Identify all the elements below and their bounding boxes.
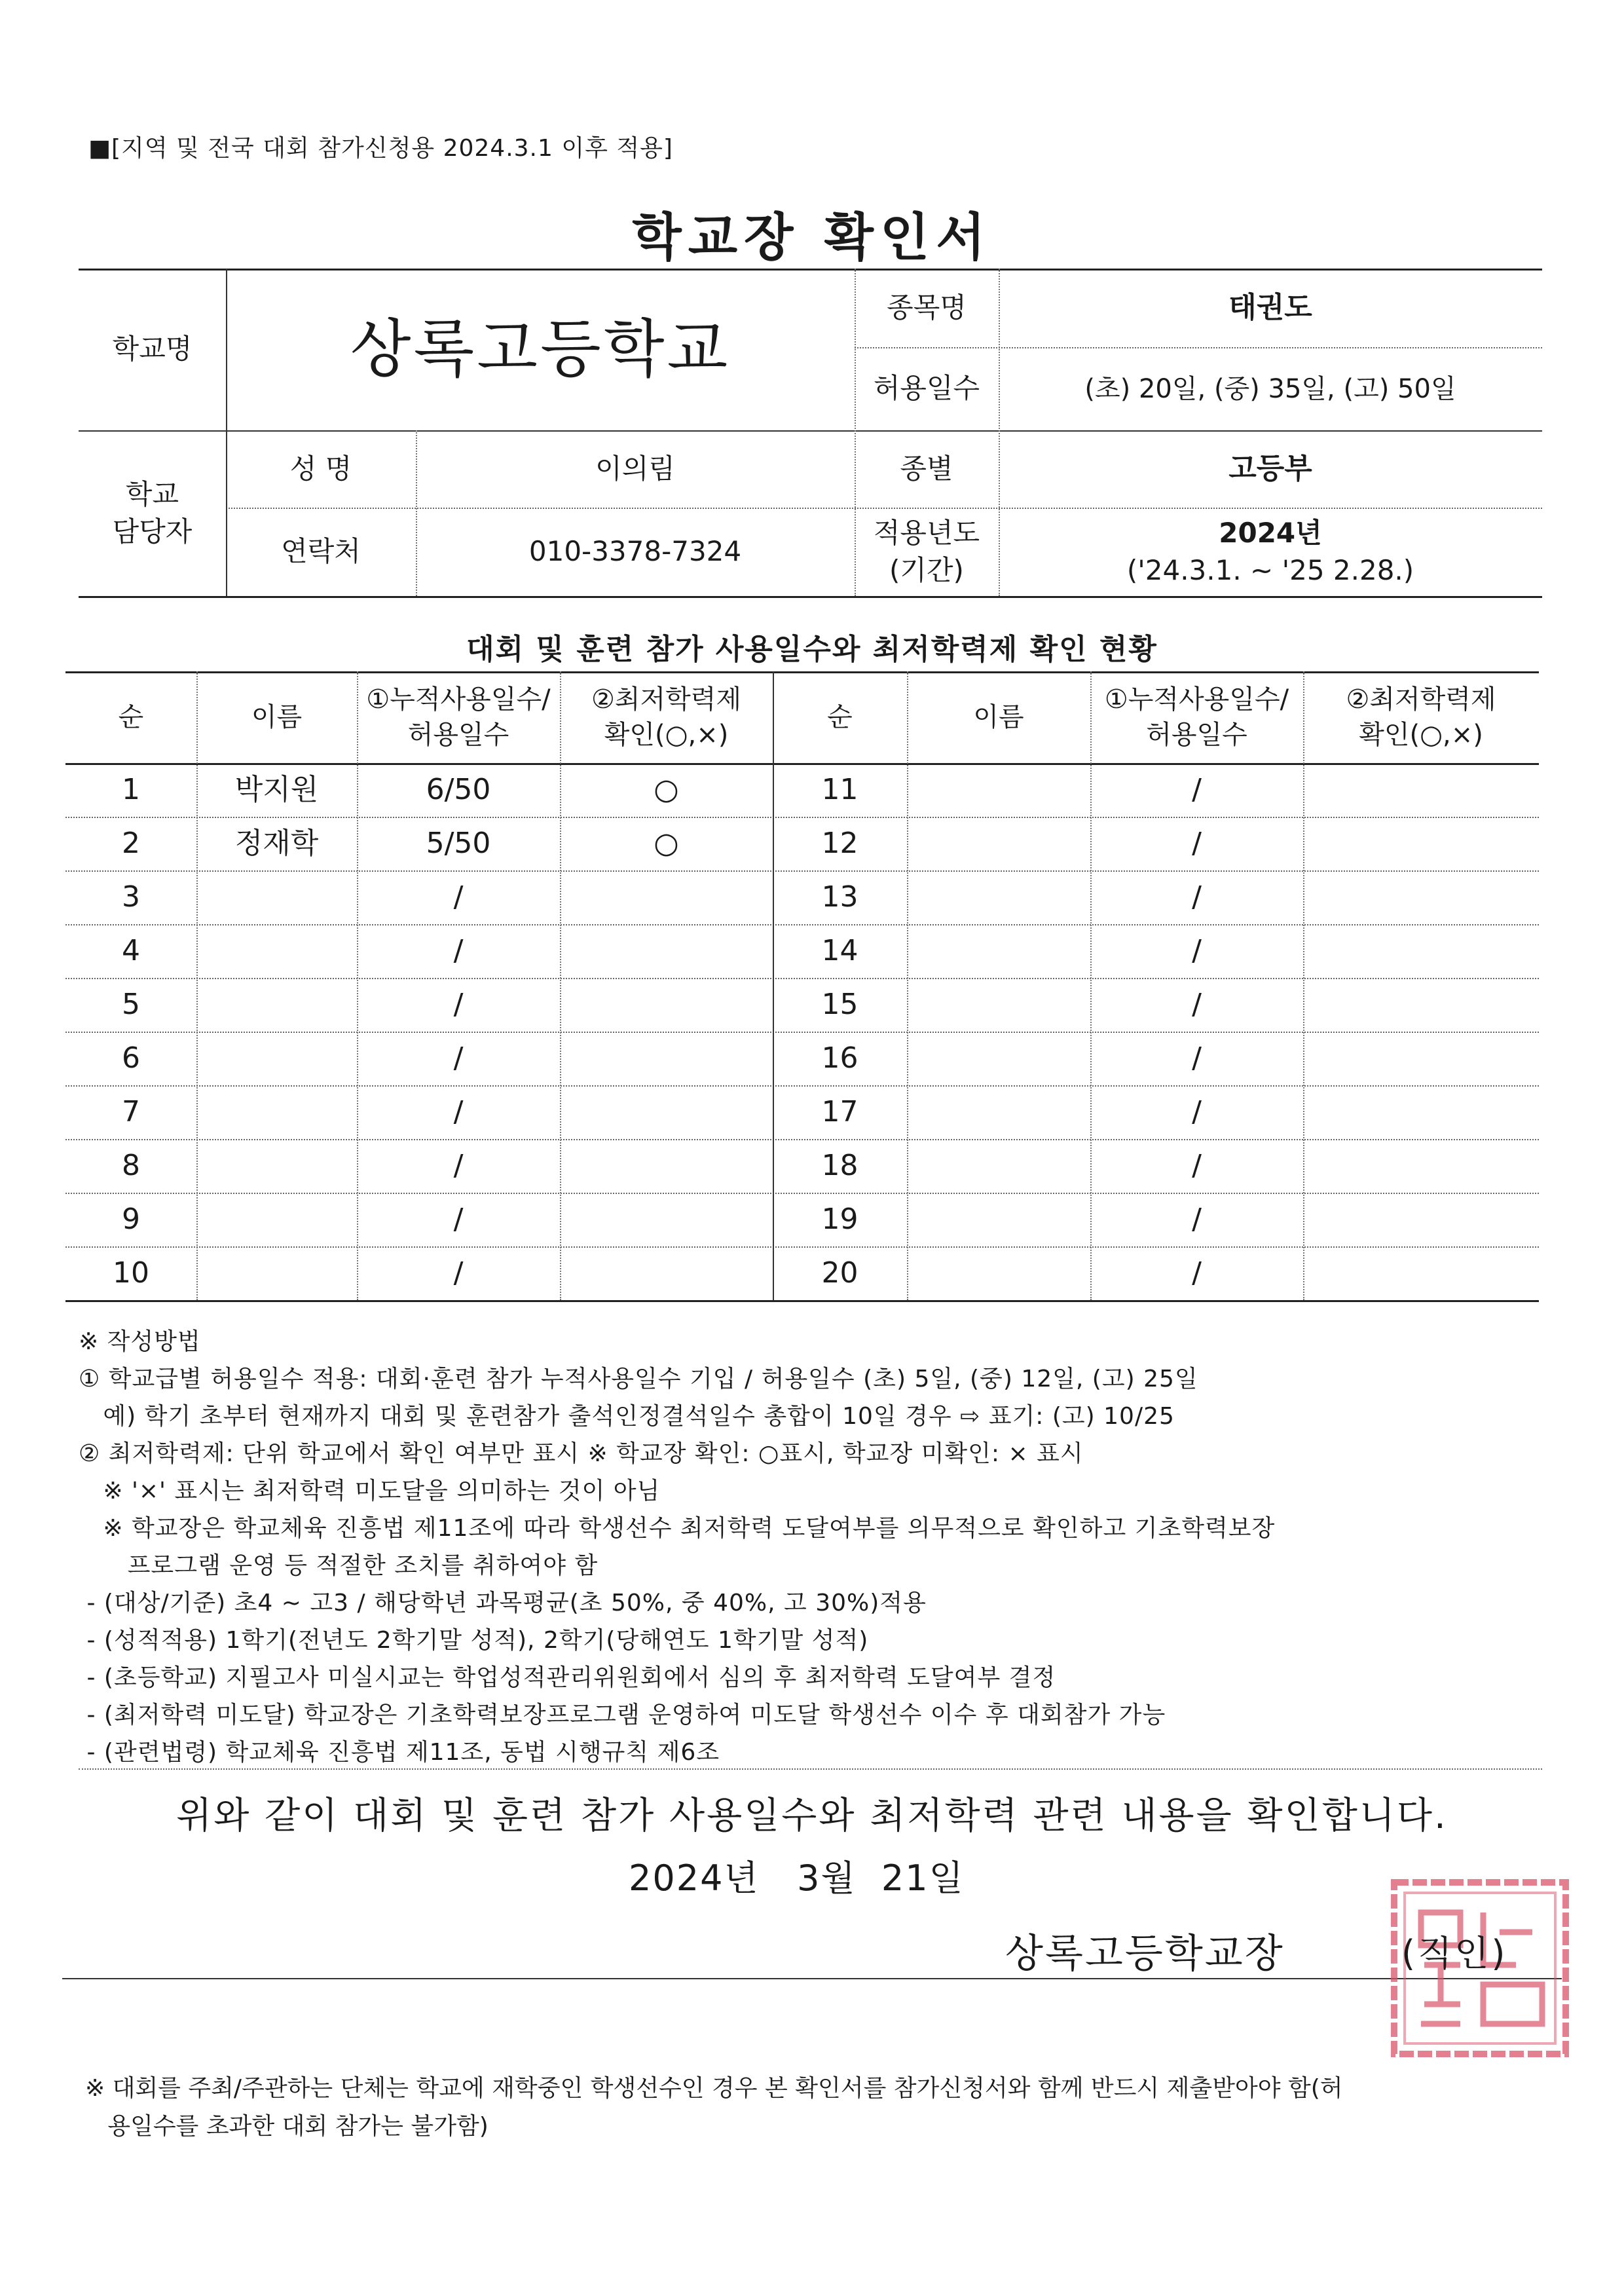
seal-label: (직인) [1401,1933,1508,1974]
table-cell-no: 6 [122,1041,140,1075]
col-header-name: 이름 [973,702,1024,732]
right-header-name [907,671,1090,763]
table-cell-check [560,978,773,1032]
table-cell-check [560,1193,773,1246]
contact-value: 010-3378-7324 [528,535,742,568]
instructions-lines [79,1360,1559,1771]
year-value-line2: ('24.3.1. ~ '25 2.28.) [1126,553,1414,586]
table-cell-check [1303,763,1539,817]
table-cell-days: / [1192,880,1202,914]
sport-label: 종목명 [887,291,967,324]
table-cell-name [907,1246,1090,1300]
instructions-heading: ※ 작성방법 [79,1328,201,1355]
table-cell-name [196,1193,357,1246]
table-cell-no: 17 [821,1095,858,1129]
manager-name: 이의림 [595,452,675,485]
table-cell-check [560,870,773,924]
table-cell-check [1303,978,1539,1032]
col-header-days-2: 허용일수 [407,720,509,750]
table-cell-no: 13 [821,880,858,914]
school-label: 학교명 [112,333,193,365]
table-cell-days: 6/50 [426,773,491,807]
instruction-line: - (관련법령) 학교체육 진흥법 제11조, 동법 시행규칙 제6조 [79,1739,720,1766]
table-cell-name [907,1032,1090,1085]
sport-value: 태권도 [1228,291,1312,325]
confirmation-text: 위와 같이 대회 및 훈련 참가 사용일수와 최저학력 관련 내용을 확인합니다. [176,1795,1448,1837]
left-header-check [560,671,773,763]
table-cell-check [560,1032,773,1085]
table-cell-days: / [453,934,464,968]
table-cell-days: / [453,1041,464,1075]
col-header-days-2: 허용일수 [1146,720,1247,750]
table-cell-no: 3 [122,880,140,914]
col-header-name: 이름 [251,702,303,732]
contact-label: 연락처 [281,535,361,568]
school-name: 상록고등학교 [350,312,731,386]
table-cell-check: ○ [654,827,679,861]
table-cell-days: / [1192,988,1202,1022]
instruction-line: - (성적적용) 1학기(전년도 2학기말 성적), 2학기(당해연도 1학기말 성적) [79,1627,869,1654]
table-cell-name [907,817,1090,870]
table-cell-days: / [453,1203,464,1237]
right-header-check [1303,671,1539,763]
footer-note-line1: ※ 대회를 주최/주관하는 단체는 학교에 재학중인 학생선수인 경우 본 확인서를 참가신청서와 함께 반드시 제출받아야 함(허 [85,2075,1343,2102]
table-cell-no: 20 [821,1256,858,1290]
footer-note [85,2070,1545,2146]
table-cell-days: / [1192,1256,1202,1290]
table-cell-name [196,924,357,978]
table-cell-name [907,870,1090,924]
table-cell-check [1303,1139,1539,1193]
instruction-line: - (대상/기준) 초4 ~ 고3 / 해당학년 과목평균(초 50%, 중 40%, 고 30%)적용 [79,1590,927,1616]
category-value: 고등부 [1228,452,1312,486]
instruction-line: ② 최저학력제: 단위 학교에서 확인 여부만 표시 ※ 학교장 확인: ○표시, 학교장 미확인: × 표시 [79,1440,1084,1467]
table-cell-name [907,1193,1090,1246]
manager-label [79,430,226,596]
table-cell-days: / [453,1256,464,1290]
year-label [855,508,999,596]
table-cell-check [560,1139,773,1193]
table-cell-no: 18 [821,1149,858,1183]
table-cell-name [907,1139,1090,1193]
left-header-no [65,671,196,763]
table-cell-no: 7 [122,1095,140,1129]
manager-label-line2: 담당자 [112,515,193,548]
table-cell-check [1303,1085,1539,1139]
table-cell-days: / [1192,1149,1202,1183]
table-cell-days: / [453,1095,464,1129]
table-cell-days: 5/50 [426,827,491,861]
table-cell-check [1303,1246,1539,1300]
status-subheading: 대회 및 훈련 참가 사용일수와 최저학력제 확인 현황 [466,633,1158,666]
page-title: 학교장 확인서 [632,208,992,267]
table-cell-check [1303,1032,1539,1085]
table-cell-name [907,978,1090,1032]
allowed-days-label: 허용일수 [873,372,980,405]
manager-label-line1: 학교 [125,477,179,510]
col-header-no: 순 [118,702,144,732]
form-header-note: ■[지역 및 전국 대회 참가신청용 2024.3.1 이후 적용] [88,135,673,162]
right-header-days [1090,671,1303,763]
instruction-line: ① 학교급별 허용일수 적용: 대회·훈련 참가 누적사용일수 기입 / 허용일수 (초) 5일, (중) 12일, (고) 25일 [79,1366,1198,1392]
table-cell-no: 12 [821,827,858,861]
table-cell-name [907,924,1090,978]
footer-note-line2: 용일수를 초과한 대회 참가는 불가함) [85,2113,489,2140]
col-header-no: 순 [827,702,853,732]
year-label-line2: (기간) [889,553,964,586]
instruction-line: 예) 학기 초부터 현재까지 대회 및 훈련참가 출석인정결석일수 총합이 10일 경우 ⇨ 표기: (고) 10/25 [79,1403,1175,1430]
table-cell-no: 10 [113,1256,149,1290]
table-cell-days: / [1192,934,1202,968]
instruction-line: - (최저학력 미도달) 학교장은 기초학력보장프로그램 운영하여 미도달 학생선수 이수 후 대회참가 가능 [79,1702,1166,1728]
col-header-days-1: ①누적사용일수/ [366,684,551,715]
table-cell-no: 4 [122,934,140,968]
table-cell-name [196,870,357,924]
year-value [999,508,1542,596]
left-header-name [196,671,357,763]
right-header-no [773,671,907,763]
table-cell-days: / [1192,1203,1202,1237]
col-header-check-2: 확인(○,×) [1359,720,1483,750]
table-cell-check [1303,870,1539,924]
year-value-line1: 2024년 [1219,516,1322,549]
left-header-days [357,671,560,763]
instructions [79,1323,1559,1771]
table-cell-check [1303,817,1539,870]
table-cell-days: / [453,880,464,914]
table-cell-name [907,763,1090,817]
table-cell-no: 2 [122,827,140,861]
col-header-days-1: ①누적사용일수/ [1104,684,1289,715]
table-cell-no: 15 [821,988,858,1022]
table-cell-no: 8 [122,1149,140,1183]
table-cell-days: / [1192,1095,1202,1129]
table-cell-no: 14 [821,934,858,968]
year-label-line1: 적용년도 [873,516,980,549]
table-cell-check [1303,1193,1539,1246]
table-cell-name [196,1246,357,1300]
table-cell-days: / [453,1149,464,1183]
col-header-check-2: 확인(○,×) [604,720,729,750]
table-cell-check: ○ [654,773,679,807]
col-header-check-1: ②최저학력제 [1346,684,1496,715]
table-cell-days: / [1192,827,1202,861]
table-cell-name: 정재학 [234,827,319,861]
table-cell-days: / [453,988,464,1022]
table-cell-no: 1 [122,773,140,807]
instruction-line: ※ '×' 표시는 최저학력 미도달을 의미하는 것이 아님 [79,1478,661,1504]
table-cell-name [196,1085,357,1139]
issue-date: 2024년 3월 21일 [629,1857,965,1899]
table-cell-no: 11 [821,773,858,807]
table-cell-check [560,1246,773,1300]
table-cell-no: 9 [122,1203,140,1237]
col-header-check-1: ②최저학력제 [591,684,742,715]
table-cell-days: / [1192,1041,1202,1075]
table-cell-no: 19 [821,1203,858,1237]
category-label: 종별 [900,452,953,485]
instruction-line: 프로그램 운영 등 적절한 조치를 취하여야 함 [79,1552,599,1579]
principal-signature: 상록고등학교장 [1005,1931,1285,1977]
table-cell-name [196,978,357,1032]
instruction-line: ※ 학교장은 학교체육 진흥법 제11조에 따라 학생선수 최저학력 도달여부를 의무적으로 확인하고 기초학력보장 [79,1515,1276,1542]
table-cell-no: 16 [821,1041,858,1075]
table-cell-name [196,1032,357,1085]
table-cell-name: 박지원 [234,773,319,807]
table-cell-check [560,924,773,978]
table-cell-no: 5 [122,988,140,1022]
allowed-days-value: (초) 20일, (중) 35일, (고) 50일 [1084,373,1456,404]
instruction-line: - (초등학교) 지필고사 미실시교는 학업성적관리위원회에서 심의 후 최저학력 도달여부 결정 [79,1664,1056,1691]
table-cell-check [1303,924,1539,978]
table-cell-name [907,1085,1090,1139]
table-cell-name [196,1139,357,1193]
name-label: 성 명 [289,452,352,485]
table-cell-days: / [1192,773,1202,807]
table-cell-check [560,1085,773,1139]
